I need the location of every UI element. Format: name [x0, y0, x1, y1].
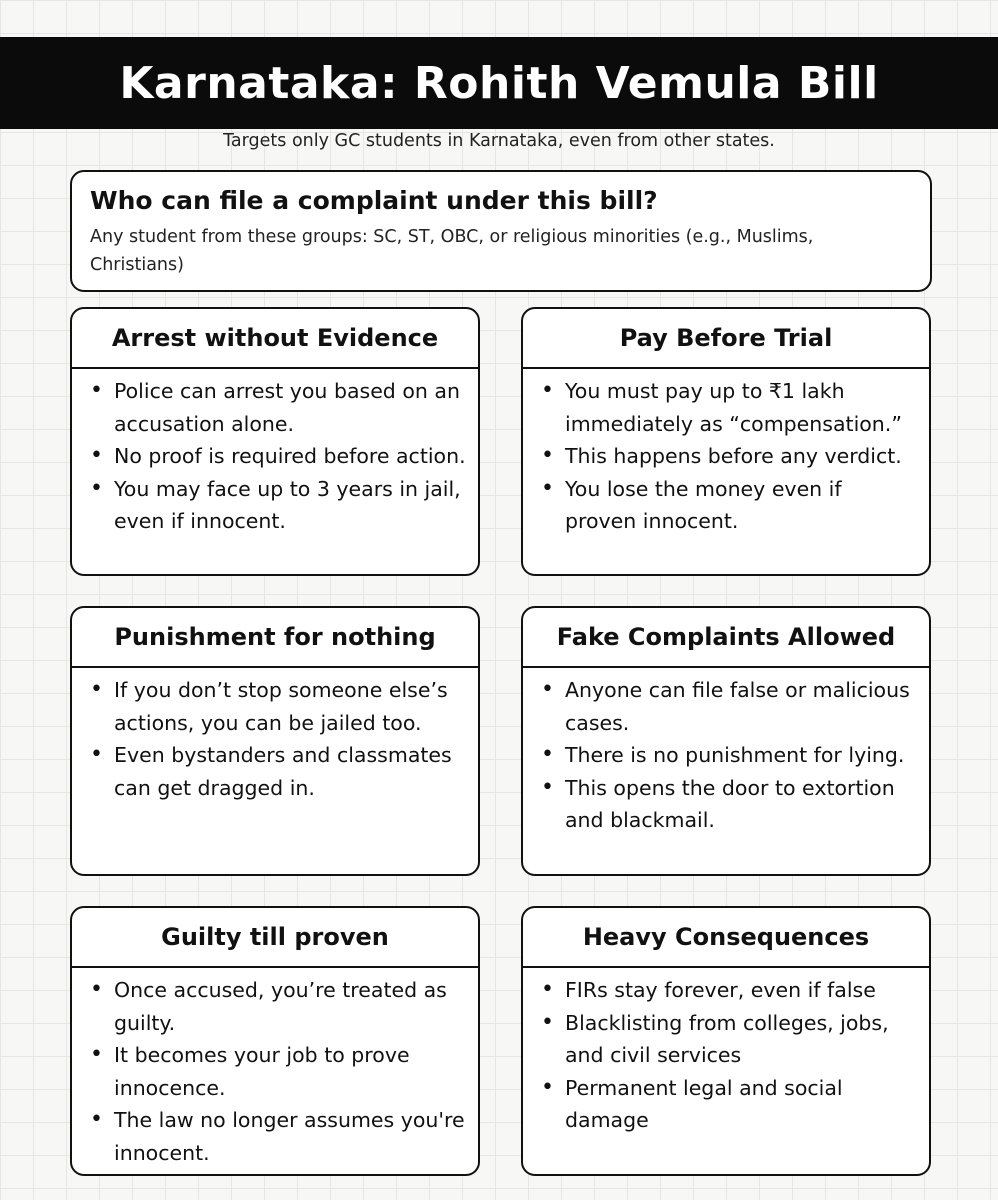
card-bullet-list: [523, 668, 929, 837]
card-title: Heavy Consequences: [523, 908, 929, 968]
card-bullet-list: [72, 968, 478, 1169]
bullet-item: • Blacklisting from colleges, jobs, and civil services: [539, 1007, 917, 1072]
card-bullet-list: [72, 668, 478, 804]
complaint-eligibility-box: [70, 170, 932, 292]
card-fake-complaints-allowed: [521, 606, 931, 876]
bullet-item: • You may face up to 3 years in jail, even if innocent.: [88, 473, 466, 538]
bullet-item: • This opens the door to extortion and blackmail.: [539, 772, 917, 837]
card-title: Guilty till proven: [72, 908, 478, 968]
bullet-item: • You lose the money even if proven innocent.: [539, 473, 917, 538]
bullet-item: • You must pay up to ₹1 lakh immediately as “compensation.”: [539, 375, 917, 440]
page-title: Karnataka: Rohith Vemula Bill: [119, 57, 879, 109]
bullet-item: • The law no longer assumes you're innocent.: [88, 1104, 466, 1169]
bullet-item: • It becomes your job to prove innocence.: [88, 1039, 466, 1104]
card-punishment-for-nothing: [70, 606, 480, 876]
bullet-item: • No proof is required before action.: [88, 440, 466, 473]
intro-text: Any student from these groups: SC, ST, OBC, or religious minorities (e.g., Muslims, Christians): [90, 227, 814, 275]
card-title: Fake Complaints Allowed: [523, 608, 929, 668]
card-title: Punishment for nothing: [72, 608, 478, 668]
card-guilty-till-proven: [70, 906, 480, 1176]
bullet-item: • Anyone can file false or malicious cases.: [539, 674, 917, 739]
bullet-item: • Once accused, you’re treated as guilty.: [88, 974, 466, 1039]
bullet-item: • This happens before any verdict.: [539, 440, 917, 473]
card-heavy-consequences: [521, 906, 931, 1176]
card-bullet-list: [523, 369, 929, 538]
bullet-item: • FIRs stay forever, even if false: [539, 974, 917, 1007]
card-arrest-without-evidence: [70, 307, 480, 576]
card-bullet-list: [523, 968, 929, 1137]
card-title: Pay Before Trial: [523, 309, 929, 369]
title-banner: [0, 37, 998, 129]
bullet-item: • Even bystanders and classmates can get dragged in.: [88, 739, 466, 804]
card-pay-before-trial: [521, 307, 931, 576]
intro-heading: Who can file a complaint under this bill?: [90, 186, 658, 215]
card-title: Arrest without Evidence: [72, 309, 478, 369]
card-bullet-list: [72, 369, 478, 538]
page-subtitle: Targets only GC students in Karnataka, even from other states.: [223, 131, 775, 151]
bullet-item: • Police can arrest you based on an accusation alone.: [88, 375, 466, 440]
bullet-item: • There is no punishment for lying.: [539, 739, 917, 772]
bullet-item: • Permanent legal and social damage: [539, 1072, 917, 1137]
bullet-item: • If you don’t stop someone else’s actions, you can be jailed too.: [88, 674, 466, 739]
